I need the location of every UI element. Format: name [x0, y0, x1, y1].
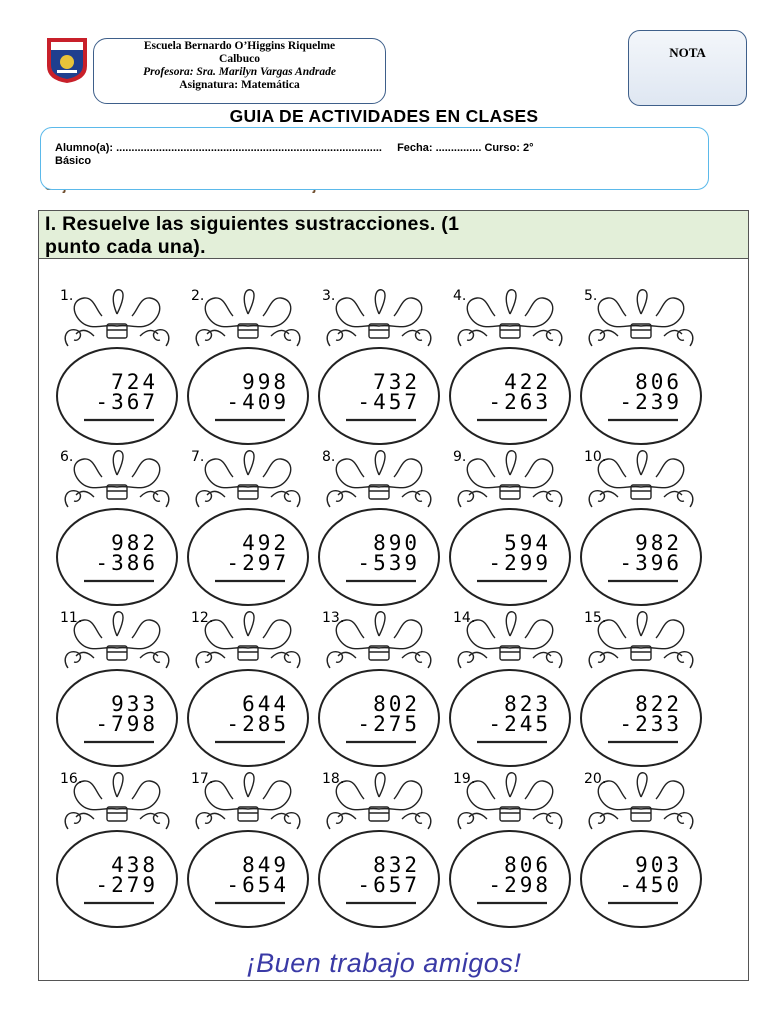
- minuend: 492: [242, 531, 289, 555]
- exercise-ornament[interactable]: [316, 284, 442, 446]
- exercise-number: 4.: [453, 288, 467, 304]
- exercise-number: 1.: [60, 288, 74, 304]
- student-info-box[interactable]: [40, 127, 709, 190]
- subtrahend: -386: [95, 551, 158, 575]
- student-name-field[interactable]: Alumno(a): .......................................................................................: [55, 142, 382, 154]
- minuend: 890: [373, 531, 420, 555]
- minuend: 422: [504, 370, 551, 394]
- subtrahend: -233: [619, 712, 682, 736]
- subtrahend: -450: [619, 873, 682, 897]
- exercise-number: 12.: [191, 610, 214, 626]
- minuend: 806: [635, 370, 682, 394]
- exercise-ornament[interactable]: [447, 767, 573, 929]
- minuend: 644: [242, 692, 289, 716]
- ornament-drawing: [578, 445, 704, 607]
- minuend: 822: [635, 692, 682, 716]
- minuend: 982: [635, 531, 682, 555]
- subtrahend: -798: [95, 712, 158, 736]
- ornament-drawing: [578, 767, 704, 929]
- exercise-ornament[interactable]: [447, 445, 573, 607]
- ornament-drawing: [316, 606, 442, 768]
- exercise-ornament[interactable]: [447, 606, 573, 768]
- exercise-number: 17.: [191, 771, 214, 787]
- subtrahend: -275: [357, 712, 420, 736]
- minuend: 933: [111, 692, 158, 716]
- minuend: 732: [373, 370, 420, 394]
- subject-name: Asignatura: Matemática: [179, 79, 300, 91]
- minuend: 724: [111, 370, 158, 394]
- ornament-drawing: [185, 767, 311, 929]
- exercise-number: 10.: [584, 449, 607, 465]
- grade-label: NOTA: [669, 45, 706, 60]
- exercise-ornament[interactable]: [54, 284, 180, 446]
- minuend: 849: [242, 853, 289, 877]
- school-town: Calbuco: [219, 53, 260, 65]
- ornament-drawing: [316, 445, 442, 607]
- exercise-number: 9.: [453, 449, 467, 465]
- minuend: 806: [504, 853, 551, 877]
- minuend: 438: [111, 853, 158, 877]
- exercise-ornament[interactable]: [316, 767, 442, 929]
- exercise-ornament[interactable]: [185, 767, 311, 929]
- exercise-ornament[interactable]: [578, 767, 704, 929]
- ornament-drawing: [54, 606, 180, 768]
- subtrahend: -396: [619, 551, 682, 575]
- exercise-number: 7.: [191, 449, 205, 465]
- exercise-number: 14.: [453, 610, 476, 626]
- minuend: 982: [111, 531, 158, 555]
- grade-box[interactable]: [628, 30, 747, 106]
- minuend: 802: [373, 692, 420, 716]
- ornament-drawing: [447, 284, 573, 446]
- exercise-ornament[interactable]: [185, 284, 311, 446]
- exercise-number: 15.: [584, 610, 607, 626]
- school-logo: [43, 36, 91, 84]
- subtrahend: -299: [488, 551, 551, 575]
- subtrahend: -279: [95, 873, 158, 897]
- exercise-number: 6.: [60, 449, 74, 465]
- date-course-field[interactable]: Fecha: ............... Curso: 2°: [397, 142, 534, 154]
- school-header: [93, 38, 386, 104]
- exercise-number: 20.: [584, 771, 607, 787]
- minuend: 823: [504, 692, 551, 716]
- footer-message: ¡Buen trabajo amigos!: [246, 948, 522, 978]
- ornament-drawing: [447, 606, 573, 768]
- exercise-number: 18.: [322, 771, 345, 787]
- exercise-ornament[interactable]: [54, 767, 180, 929]
- subtrahend: -539: [357, 551, 420, 575]
- exercise-number: 3.: [322, 288, 336, 304]
- exercise-number: 16.: [60, 771, 83, 787]
- exercise-number: 2.: [191, 288, 205, 304]
- ornament-drawing: [578, 606, 704, 768]
- ornament-drawing: [447, 767, 573, 929]
- subtrahend: -239: [619, 390, 682, 414]
- exercise-ornament[interactable]: [578, 284, 704, 446]
- minuend: 903: [635, 853, 682, 877]
- subtrahend: -657: [357, 873, 420, 897]
- exercise-number: 5.: [584, 288, 598, 304]
- minuend: 998: [242, 370, 289, 394]
- exercise-ornament[interactable]: [316, 606, 442, 768]
- subtrahend: -457: [357, 390, 420, 414]
- exercise-ornament[interactable]: [185, 445, 311, 607]
- school-name: Escuela Bernardo O’Higgins Riquelme: [143, 40, 336, 52]
- ornament-drawing: [316, 284, 442, 446]
- exercise-number: 8.: [322, 449, 336, 465]
- ornament-drawing: [54, 284, 180, 446]
- teacher-name: Profesora: Sra. Marilyn Vargas Andrade: [143, 66, 336, 78]
- ornament-drawing: [316, 767, 442, 929]
- subtrahend: -263: [488, 390, 551, 414]
- subtrahend: -245: [488, 712, 551, 736]
- ornament-drawing: [447, 445, 573, 607]
- subtrahend: -654: [226, 873, 289, 897]
- exercise-ornament[interactable]: [578, 445, 704, 607]
- subtrahend: -285: [226, 712, 289, 736]
- subtrahend: -409: [226, 390, 289, 414]
- subtrahend: -298: [488, 873, 551, 897]
- ornament-drawing: [578, 284, 704, 446]
- section-heading: I. Resuelve las siguientes sustracciones. (1 punto cada una).: [39, 211, 748, 259]
- ornament-drawing: [54, 445, 180, 607]
- exercise-number: 19.: [453, 771, 476, 787]
- minuend: 594: [504, 531, 551, 555]
- ornament-drawing: [54, 767, 180, 929]
- exercise-ornament[interactable]: [447, 284, 573, 446]
- exercise-ornament[interactable]: [185, 606, 311, 768]
- exercise-ornament[interactable]: [54, 445, 180, 607]
- ornament-drawing: [185, 445, 311, 607]
- exercise-ornament[interactable]: [316, 445, 442, 607]
- exercise-ornament[interactable]: [54, 606, 180, 768]
- exercise-ornament[interactable]: [578, 606, 704, 768]
- subtrahend: -297: [226, 551, 289, 575]
- subtrahend: -367: [95, 390, 158, 414]
- minuend: 832: [373, 853, 420, 877]
- course-level: Básico: [55, 155, 92, 167]
- exercise-number: 13.: [322, 610, 345, 626]
- ornament-drawing: [185, 606, 311, 768]
- exercise-number: 11.: [60, 610, 83, 626]
- ornament-drawing: [185, 284, 311, 446]
- page-title: GUIA DE ACTIVIDADES EN CLASES: [229, 106, 539, 126]
